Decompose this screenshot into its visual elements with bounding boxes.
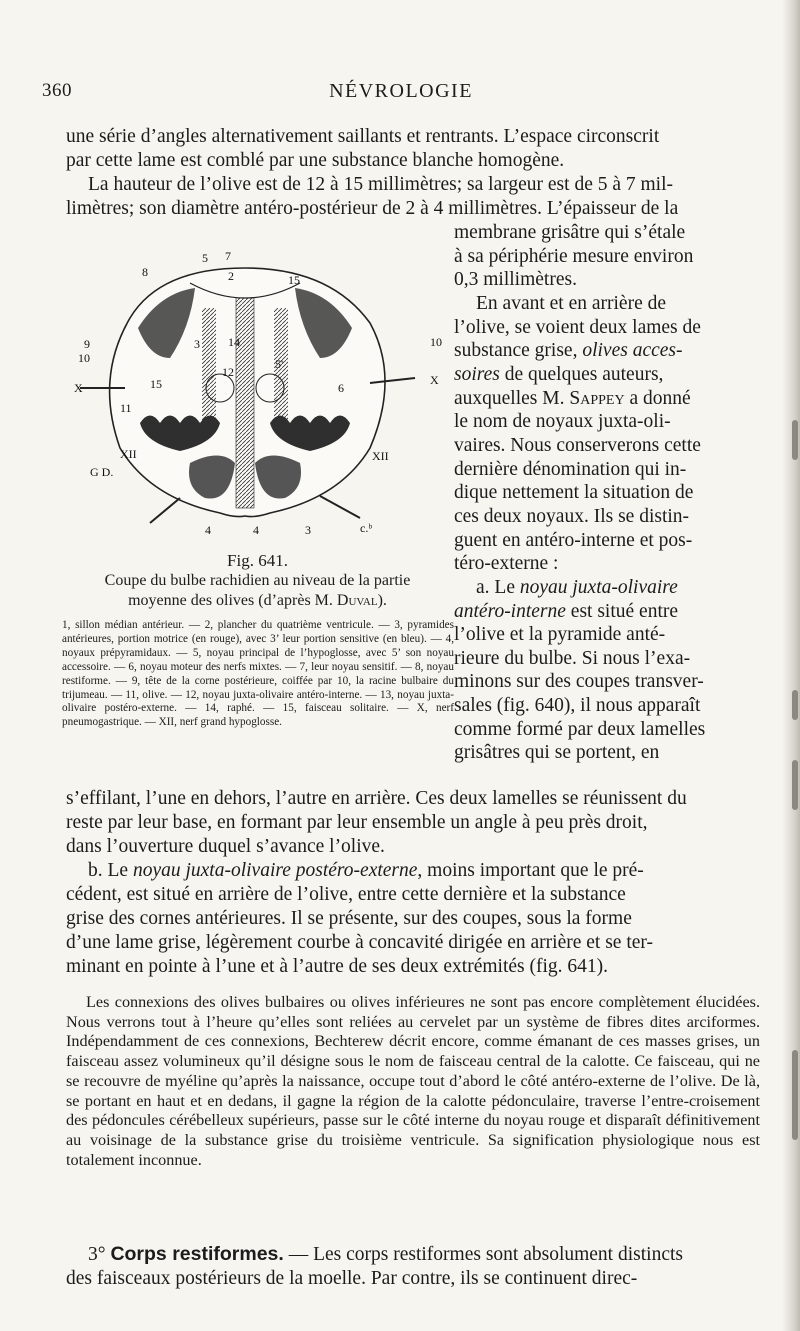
text-line: b. Le noyau juxta-olivaire postéro-externe, moins important que le pré-: [88, 860, 644, 881]
text-line: cédent, est situé en arrière de l’olive, entre cette dernière et la substance: [66, 884, 626, 905]
running-title: NÉVROLOGIE: [329, 80, 473, 102]
edge-mark: [792, 420, 798, 460]
label-3b: 3: [305, 523, 311, 537]
label-X-right: X: [430, 373, 439, 387]
text-line: s’effilant, l’une en dehors, l’autre en arrière. Ces deux lamelles se réunissent du: [66, 788, 687, 809]
label-X: X: [74, 381, 83, 395]
edge-mark: [792, 760, 798, 810]
label-15b: 15: [150, 377, 162, 391]
text-line: La hauteur de l’olive est de 12 à 15 millimètres; sa largeur est de 5 à 7 mil-: [88, 174, 673, 195]
text-line: rieure du bulbe. Si nous l’exa-: [454, 647, 691, 669]
label-4: 4: [205, 523, 211, 537]
text-line: minons sur des coupes transver-: [454, 671, 704, 693]
text-line: vaires. Nous conserverons cette: [454, 434, 701, 456]
label-5: 5: [202, 251, 208, 265]
figure-legend: 1, sillon médian antérieur. — 2, plancher du quatrième ventricule. — 3, pyramides antérieures, portion motrice (en rouge), avec 3’ leur portion sensitive (en bleu). — 4, noyaux prépyramidaux. — 5, noyau principal de l’hypoglosse, avec 5’ son noyau accessoire. — 6, noyau moteur des nerfs mixtes. — 7, leur noyau sensitif. — 8, noyau restiforme. — 9, tête de la corne postérieure, coiffée par 10, la racine bulbaire du trijumeau. — 11, olive. — 12, noyau juxta-olivaire antéro-interne. — 13, noyau juxta-olivaire postéro-externe. — 14, raphé. — 15, faisceau solitaire. — X, nerf pneumogastrique. — XII, nerf grand hypoglosse.: [62, 619, 454, 729]
text-line: l’olive, se voient deux lames de: [454, 316, 701, 338]
label-4b: 4: [253, 523, 259, 537]
section-text: — Les corps restiformes sont absolument distincts: [288, 1244, 683, 1265]
label-8: 8: [142, 265, 148, 279]
left-hypoglossal-nerve: [150, 498, 180, 523]
raphe: [236, 298, 254, 508]
label-10-right: 10: [430, 335, 442, 349]
text-line: à sa périphérie mesure environ: [454, 245, 694, 267]
label-2: 2: [228, 269, 234, 283]
text-line: ces deux noyaux. Ils se distin-: [454, 505, 690, 527]
text-line: reste par leur base, en formant par leur ensemble un angle à peu près droit,: [66, 812, 648, 833]
section-number: 3°: [88, 1244, 106, 1265]
edge-mark: [792, 1050, 798, 1140]
label-11: 11: [120, 401, 132, 415]
label-14: 14: [228, 335, 240, 349]
text-line: grisâtres qui se portent, en: [454, 742, 660, 764]
text-line: dernière dénomination qui in-: [454, 458, 687, 480]
text-line: limètres; son diamètre antéro-postérieur de 2 à 4 millimètres. L’épaisseur de la: [66, 198, 679, 219]
page-header: [42, 80, 760, 106]
text-line: l’olive et la pyramide anté-: [454, 624, 666, 646]
text-line: grise des cornes antérieures. Il se présente, sur des coupes, sous la forme: [66, 908, 632, 929]
text-line: soires de quelques auteurs,: [454, 363, 664, 385]
text-line: téro-externe :: [454, 553, 559, 575]
page-number: 360: [42, 80, 72, 101]
text-line: substance grise, olives acces-: [454, 340, 683, 362]
text-line: des faisceaux postérieurs de la moelle. Par contre, ils se continuent direc-: [66, 1268, 638, 1289]
label-cb: c.ᵇ: [360, 521, 373, 535]
label-GD: G D.: [90, 465, 114, 479]
section-title: Corps restiformes.: [110, 1243, 284, 1265]
text-line: une série d’angles alternativement saillants et rentrants. L’espace circonscrit: [66, 126, 660, 147]
label-3: 3: [194, 337, 200, 351]
text-line: auxquelles M. Sappey a donné: [454, 387, 691, 409]
right-column: [454, 221, 764, 765]
text-line: 0,3 millimètres.: [454, 269, 577, 291]
label-12: 12: [222, 365, 234, 379]
text-line: d’une lame grise, légèrement courbe à concavité dirigée en arrière et se ter-: [66, 932, 653, 953]
figure-caption: Coupe du bulbe rachidien au niveau de la partie moyenne des olives (d’après M. Duval).: [104, 572, 411, 609]
text-line: dans l’ouverture duquel s’avance l’olive.: [66, 836, 385, 857]
edge-mark: [792, 690, 798, 720]
label-15: 15: [288, 273, 300, 287]
label-7: 7: [225, 249, 231, 263]
text-line: a. Le noyau juxta-olivaire: [476, 576, 678, 598]
label-XII-right: XII: [372, 449, 389, 463]
section-heading-line: [88, 1243, 760, 1267]
label-9: 9: [84, 337, 90, 351]
medulla-section-figure: [70, 248, 445, 548]
label-10: 10: [78, 351, 90, 365]
label-6: 6: [338, 381, 344, 395]
label-5-prime: 5': [275, 357, 284, 371]
text-line: minant en pointe à l’une et à l’autre de ses deux extrémités (fig. 641).: [66, 956, 609, 977]
text-line: comme formé par deux lamelles: [454, 718, 706, 740]
text-line: par cette lame est comblé par une substance blanche homogène.: [66, 150, 565, 171]
left-hatched-column: [202, 308, 216, 428]
label-XII: XII: [120, 447, 137, 461]
figure-number: Fig. 641.: [227, 551, 288, 570]
small-print-paragraph: Les connexions des olives bulbaires ou olives inférieures ne sont pas encore complètement élucidées. Nous verrons tout à l’heure qu’elles sont reliées au cervelet par un système de fibres dites arciformes. Indépendamment de ces connexions, Bechterew décrit encore, comme émanant de ces masses grises, un faisceau assez volumineux qu’il désigne sous le nom de faisceau central de la calotte. Ce faisceau, qui ne se recouvre de myéline qu’après la naissance, occupe tout d’abord le côté antéro-externe de l’olive. De là, se portant en haut et en dedans, il gagne la région de la calotte pédonculaire, traverse l’entre-croisement des pédoncules cérébelleux supérieurs, passe sur le côté interne du noyau rouge et disparaît définitivement au voisinage de la substance grise du troisième ventricule. Sa signification physiologique nous est totalement inconnue.: [66, 993, 760, 1169]
page-edge: [782, 0, 800, 1331]
text-line: le nom de noyaux juxta-oli-: [454, 411, 671, 433]
text-line: En avant et en arrière de: [476, 292, 667, 314]
right-hypoglossal-nerve: [320, 496, 360, 518]
text-line: dique nettement la situation de: [454, 482, 694, 504]
text-line: sales (fig. 640), il nous apparaît: [454, 695, 701, 717]
text-line: membrane grisâtre qui s’étale: [454, 222, 686, 243]
text-line: antéro-interne est situé entre: [454, 600, 679, 622]
text-line: guent en antéro-interne et pos-: [454, 529, 693, 551]
